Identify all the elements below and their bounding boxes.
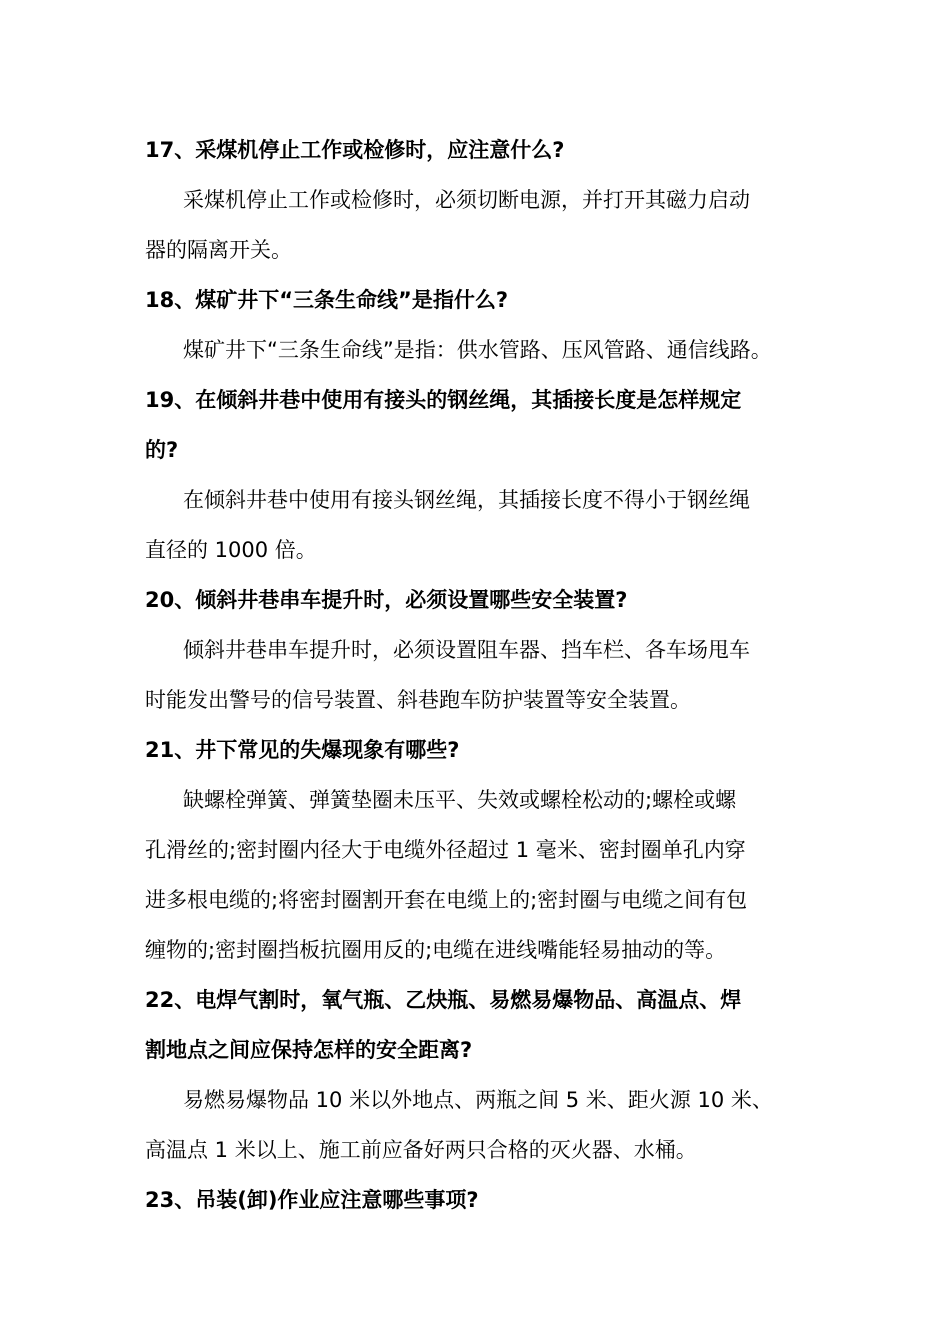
qa-item — [145, 975, 810, 1175]
answer-line: 孔滑丝的;密封圈内径大于电缆外径超过 1 毫米、密封圈单孔内穿 — [145, 838, 746, 862]
qa-item — [145, 725, 810, 975]
answer-line: 器的隔离开关。 — [145, 238, 292, 262]
answer-line: 进多根电缆的;将密封圈割开套在电缆上的;密封圈与电缆之间有包 — [145, 888, 748, 912]
answer-line: 采煤机停止工作或检修时，必须切断电源，并打开其磁力启动 — [183, 188, 750, 212]
qa-item — [145, 375, 810, 575]
question-line: 的? — [145, 438, 179, 462]
answer-line: 高温点 1 米以上、施工前应备好两只合格的灭火器、水桶。 — [145, 1138, 697, 1162]
question-line: 21、井下常见的失爆现象有哪些? — [145, 738, 460, 762]
answer-line: 直径的 1000 倍。 — [145, 538, 317, 562]
question-line: 23、吊装(卸)作业应注意哪些事项? — [145, 1188, 479, 1212]
question-line: 22、电焊气割时，氧气瓶、乙炔瓶、易燃易爆物品、高温点、焊 — [145, 988, 742, 1012]
answer-line: 倾斜井巷串车提升时，必须设置阻车器、挡车栏、各车场甩车 — [183, 638, 750, 662]
qa-item — [145, 275, 810, 375]
question-line: 17、采煤机停止工作或检修时，应注意什么? — [145, 138, 565, 162]
question-line: 20、倾斜井巷串车提升时，必须设置哪些安全装置? — [145, 588, 628, 612]
question-line: 18、煤矿井下“三条生命线”是指什么? — [145, 288, 509, 312]
qa-item — [145, 125, 810, 275]
answer-line: 缠物的;密封圈挡板抗圈用反的;电缆在进线嘴能轻易抽动的等。 — [145, 938, 727, 962]
document-page — [145, 125, 810, 1225]
question-line: 19、在倾斜井巷中使用有接头的钢丝绳，其插接长度是怎样规定 — [145, 388, 742, 412]
answer-line: 时能发出警号的信号装置、斜巷跑车防护装置等安全装置。 — [145, 688, 691, 712]
answer-line: 缺螺栓弹簧、弹簧垫圈未压平、失效或螺栓松动的;螺栓或螺 — [183, 788, 737, 812]
answer-line: 在倾斜井巷中使用有接头钢丝绳，其插接长度不得小于钢丝绳 — [183, 488, 750, 512]
qa-item — [145, 1175, 810, 1225]
question-line: 割地点之间应保持怎样的安全距离? — [145, 1038, 473, 1062]
qa-item — [145, 575, 810, 725]
answer-line: 煤矿井下“三条生命线”是指：供水管路、压风管路、通信线路。 — [183, 338, 772, 362]
answer-line: 易燃易爆物品 10 米以外地点、两瓶之间 5 米、距火源 10 米、 — [183, 1088, 773, 1112]
